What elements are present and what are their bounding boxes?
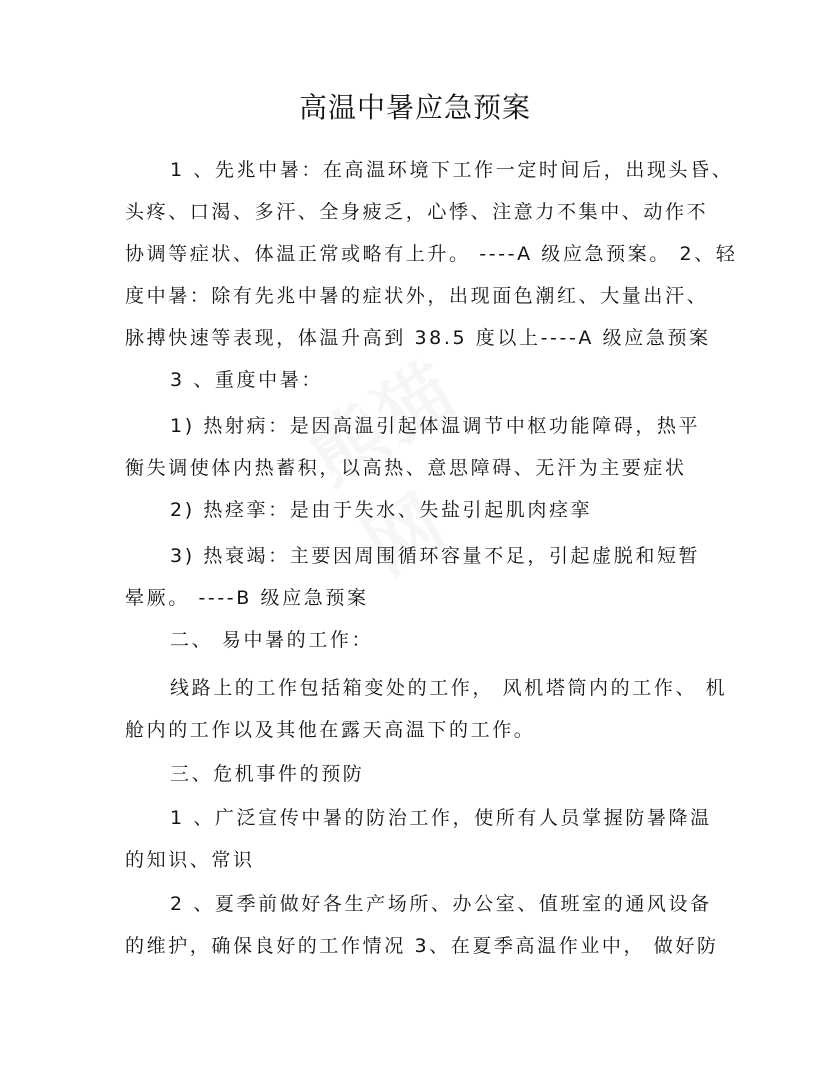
- section-heading: 3 、重度中暑：: [170, 369, 323, 391]
- paragraph-line: 2) 热痉挛：是由于失水、失盐引起肌肉痉挛: [170, 499, 593, 521]
- paragraph-line: 1 、先兆中暑：在高温环境下工作一定时间后，出现头昏、: [170, 159, 734, 181]
- paragraph-line: 1 、广泛宣传中暑的防治工作，使所有人员掌握防暑降温: [170, 807, 712, 829]
- paragraph-line: 晕厥。 ----B 级应急预案: [125, 587, 369, 609]
- paragraph-line: 3) 热衰竭：主要因周围循环容量不足，引起虚脱和短暂: [170, 545, 701, 567]
- paragraph-line: 线路上的工作包括箱变处的工作， 风机塔筒内的工作、 机: [170, 677, 728, 699]
- paragraph-line: 度中暑：除有先兆中暑的症状外，出现面色潮红、大量出汗、: [125, 285, 709, 307]
- document-title: 高温中暑应急预案: [298, 91, 531, 124]
- paragraph-line: 头疼、口渴、多汗、全身疲乏，心悸、注意力不集中、动作不: [125, 201, 709, 223]
- paragraph-line: 协调等症状、体温正常或略有上升。 ----A 级应急预案。 2、轻: [125, 243, 738, 265]
- paragraph-line: 舱内的工作以及其他在露天高温下的工作。: [125, 719, 536, 741]
- paragraph-line: 1) 热射病：是因高温引起体温调节中枢功能障碍，热平: [170, 415, 701, 437]
- section-heading: 三、危机事件的预防: [170, 763, 365, 785]
- paragraph-line: 2 、夏季前做好各生产场所、办公室、值班室的通风设备: [170, 893, 712, 915]
- paragraph-line: 衡失调使体内热蓄积，以高热、意思障碍、无汗为主要症状: [125, 457, 687, 479]
- paragraph-line: 的维护，确保良好的工作情况 3、在夏季高温作业中， 做好防: [125, 935, 719, 957]
- paragraph-line: 脉搏快速等表现，体温升高到 38.5 度以上----A 级应急预案: [125, 327, 711, 349]
- paragraph-line: 的知识、常识: [125, 849, 255, 871]
- section-heading: 二、 易中暑的工作：: [170, 629, 374, 651]
